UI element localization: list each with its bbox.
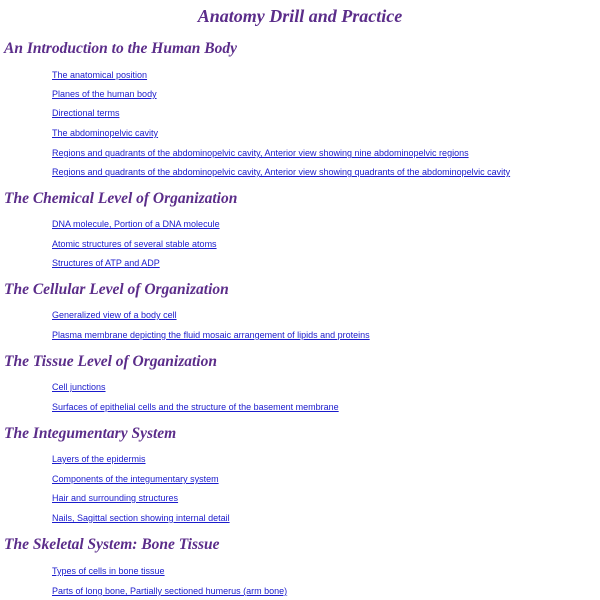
topic-link-cell-junctions[interactable]: Cell junctions <box>52 382 106 392</box>
topic-link-bone-cells[interactable]: Types of cells in bone tissue <box>52 566 165 576</box>
topic-link-body-cell[interactable]: Generalized view of a body cell <box>52 310 177 320</box>
section-heading-skeletal: The Skeletal System: Bone Tissue <box>4 536 220 553</box>
topic-link-atp-adp[interactable]: Structures of ATP and ADP <box>52 258 160 268</box>
topic-link-directional-terms[interactable]: Directional terms <box>52 108 120 118</box>
topic-link-epithelial-surfaces[interactable]: Surfaces of epithelial cells and the structure of the basement membrane <box>52 402 339 412</box>
topic-link-plasma-membrane[interactable]: Plasma membrane depicting the fluid mosaic arrangement of lipids and proteins <box>52 330 370 340</box>
section-heading-integumentary: The Integumentary System <box>4 425 177 442</box>
topic-link-nails[interactable]: Nails, Sagittal section showing internal detail <box>52 513 230 523</box>
topic-link-quadrants[interactable]: Regions and quadrants of the abdominopelvic cavity, Anterior view showing quadrants of the abdominopelvic cavity <box>52 167 511 177</box>
topic-link-epidermis-layers[interactable]: Layers of the epidermis <box>52 454 146 464</box>
section-heading-cellular: The Cellular Level of Organization <box>4 281 229 298</box>
topic-link-planes-of-body[interactable]: Planes of the human body <box>52 89 157 99</box>
topic-link-abdominopelvic-cavity[interactable]: The abdominopelvic cavity <box>52 128 159 138</box>
topic-link-dna-molecule[interactable]: DNA molecule, Portion of a DNA molecule <box>52 219 220 229</box>
topic-link-nine-regions[interactable]: Regions and quadrants of the abdominopelvic cavity, Anterior view showing nine abdominopelvic regions <box>52 148 469 158</box>
section-heading-introduction: An Introduction to the Human Body <box>4 40 237 57</box>
topic-link-atomic-structures[interactable]: Atomic structures of several stable atoms <box>52 239 217 249</box>
topic-link-integumentary-components[interactable]: Components of the integumentary system <box>52 474 219 484</box>
topic-link-long-bone[interactable]: Parts of long bone, Partially sectioned humerus (arm bone) <box>52 586 288 596</box>
section-heading-chemical: The Chemical Level of Organization <box>4 190 238 207</box>
section-heading-tissue: The Tissue Level of Organization <box>4 353 217 370</box>
topic-link-hair-structures[interactable]: Hair and surrounding structures <box>52 493 179 503</box>
topic-link-anatomical-position[interactable]: The anatomical position <box>52 70 148 80</box>
page-title: Anatomy Drill and Practice <box>197 6 403 26</box>
